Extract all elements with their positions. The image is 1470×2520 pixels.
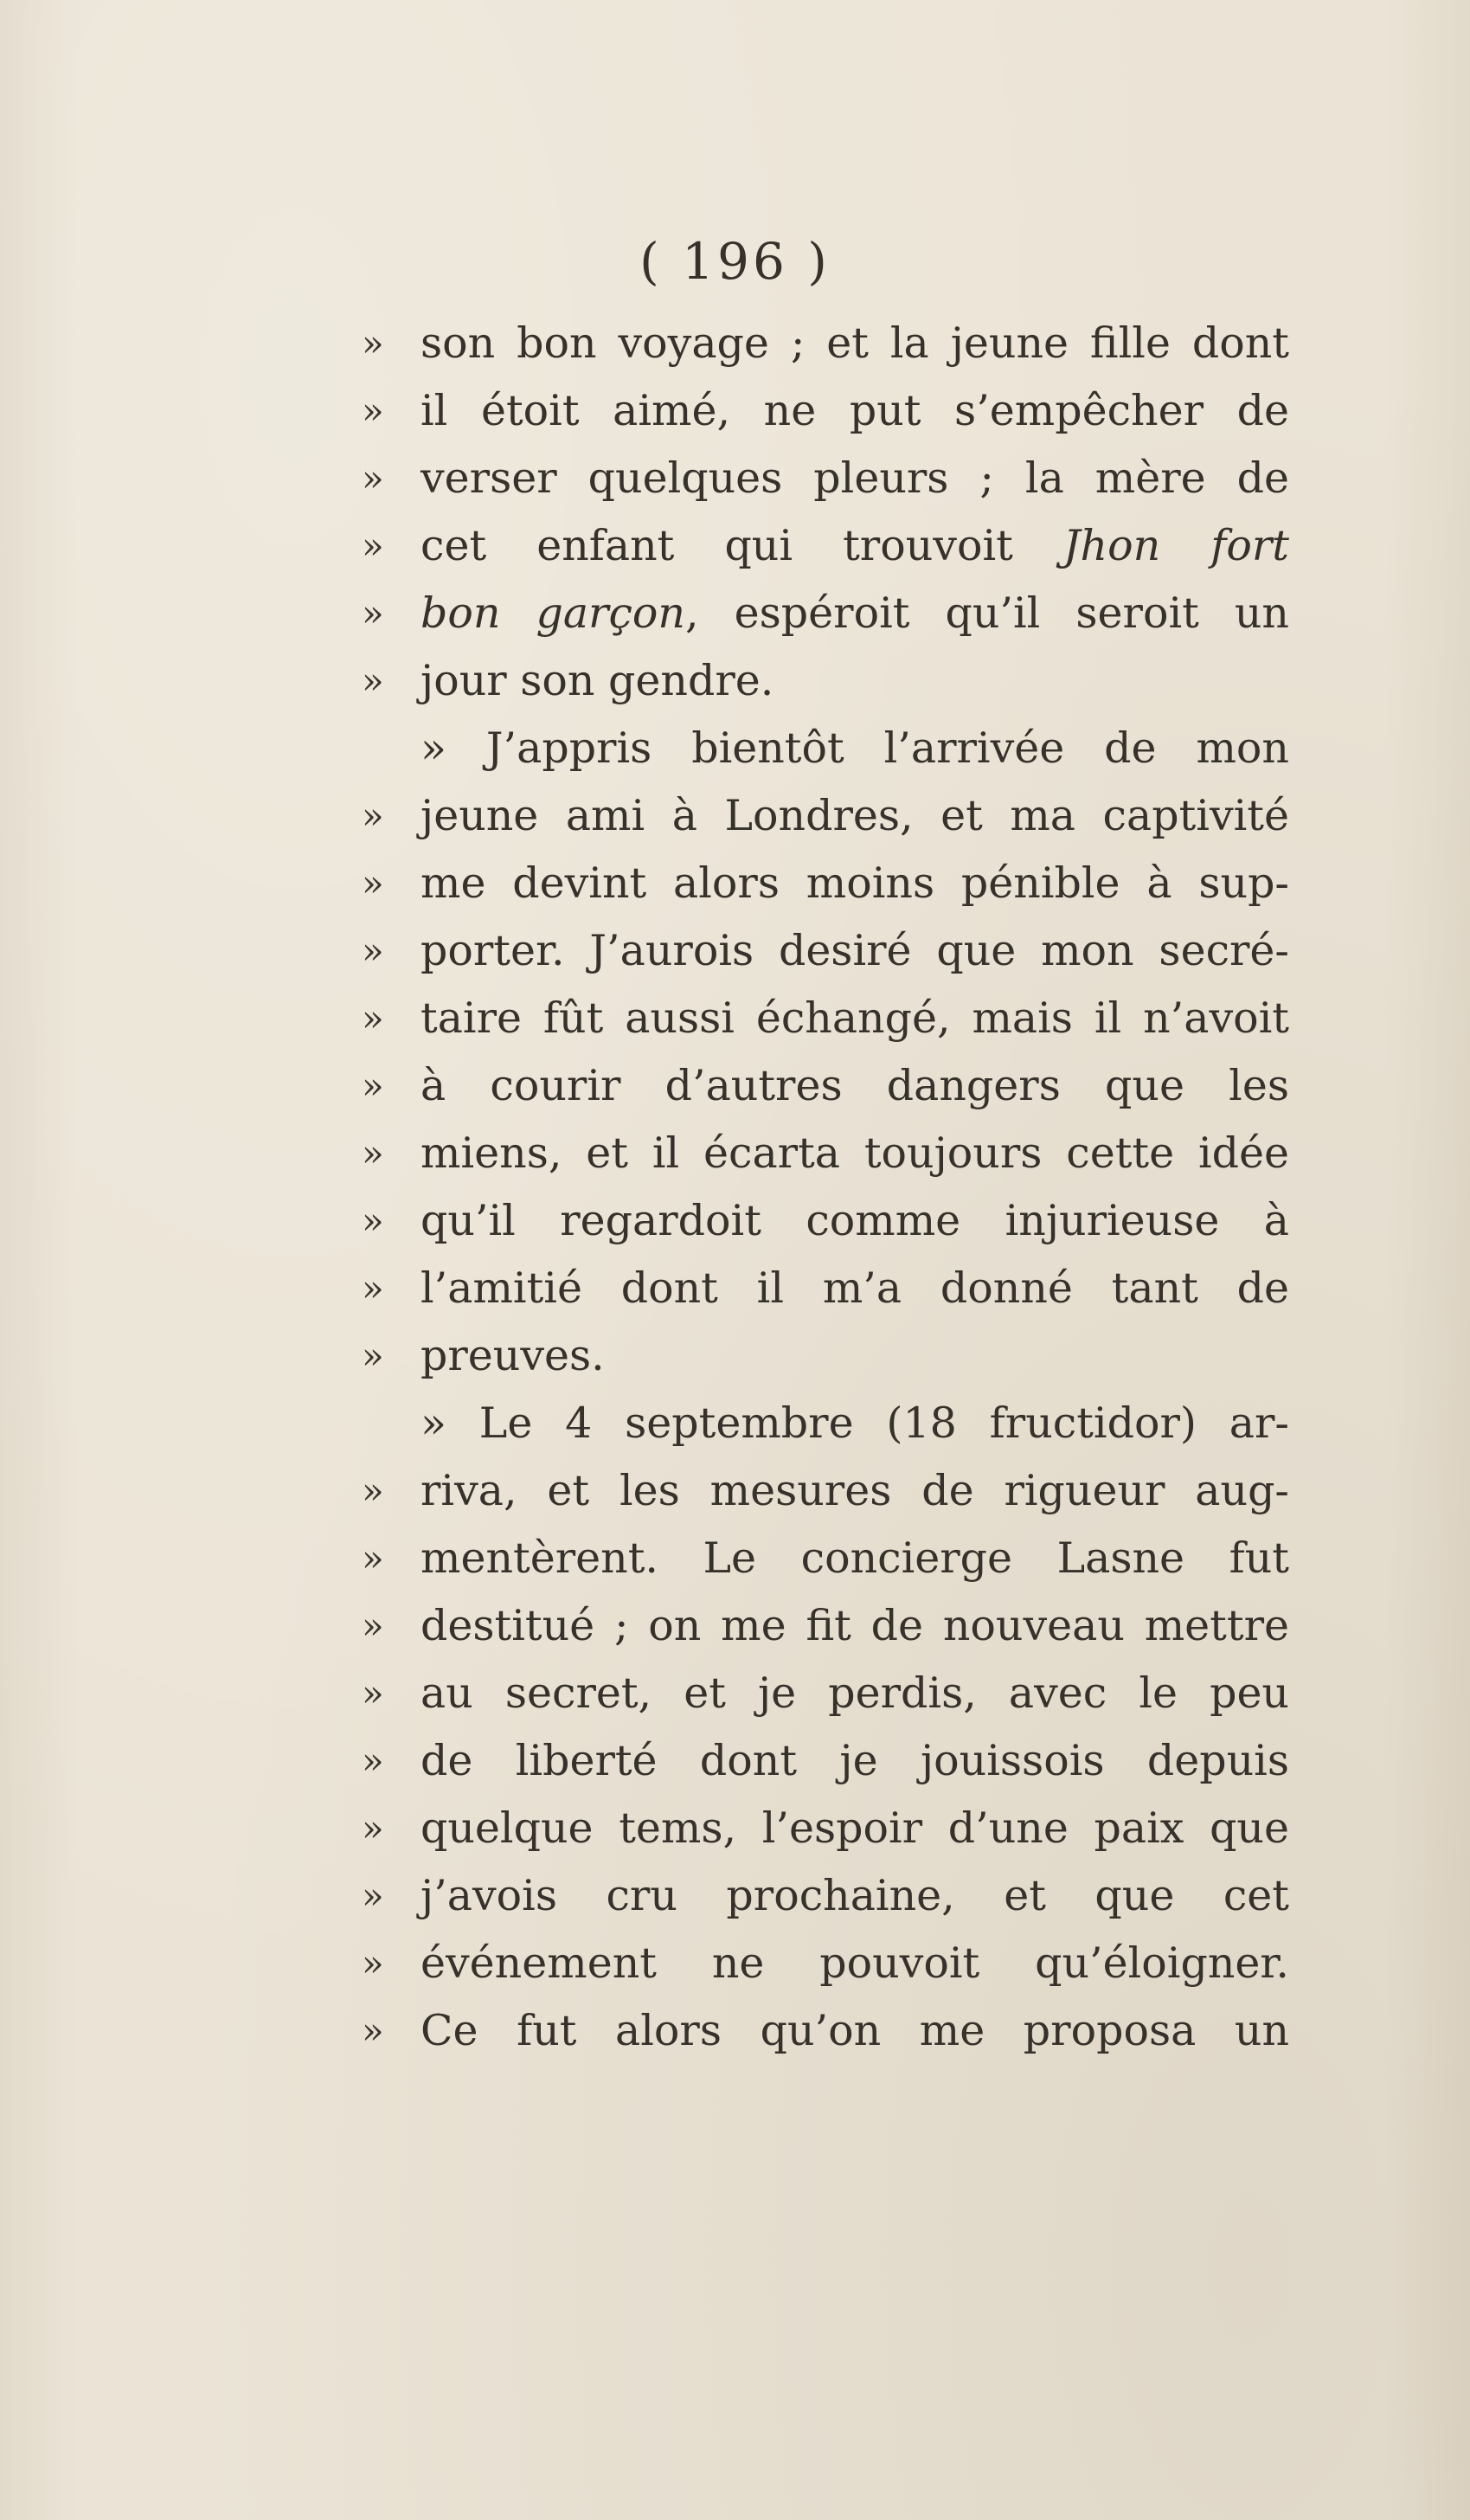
quote-marker: » bbox=[362, 1199, 384, 1242]
line-text-roman: , espéroit qu’il seroit un bbox=[685, 588, 1289, 638]
quote-marker: » bbox=[362, 457, 384, 499]
text-line bbox=[0, 1187, 1470, 1255]
line-text: jeune ami à Londres, et ma captivité bbox=[420, 791, 1289, 840]
quote-marker: » bbox=[362, 1942, 384, 1984]
quote-marker: » bbox=[362, 929, 384, 972]
line-text: qu’il regardoit comme injurieuse à bbox=[420, 1196, 1289, 1245]
quote-marker: » bbox=[362, 2009, 384, 2052]
line-text: à courir d’autres dangers que les bbox=[420, 1061, 1289, 1110]
line-text: Ce fut alors qu’on me proposa un bbox=[420, 2006, 1289, 2055]
line-text: verser quelques pleurs ; la mère de bbox=[420, 453, 1289, 503]
text-line bbox=[0, 1390, 1470, 1457]
quote-marker: » bbox=[362, 1267, 384, 1309]
text-line bbox=[0, 782, 1470, 850]
line-text: au secret, et je perdis, avec le peu bbox=[420, 1668, 1289, 1718]
line-text bbox=[420, 512, 1289, 580]
line-text: destitué ; on me fit de nouveau mettre bbox=[420, 1601, 1289, 1650]
text-line bbox=[0, 1727, 1470, 1795]
text-line bbox=[0, 1457, 1470, 1525]
text-line bbox=[0, 1862, 1470, 1930]
quote-marker: » bbox=[362, 1469, 384, 1512]
text-line bbox=[0, 1930, 1470, 1997]
line-text: son bon voyage ; et la jeune fille dont bbox=[420, 318, 1289, 368]
text-line bbox=[0, 917, 1470, 985]
text-line bbox=[0, 512, 1470, 580]
line-text: il étoit aimé, ne put s’empêcher de bbox=[420, 386, 1289, 435]
text-line bbox=[0, 1525, 1470, 1592]
quote-marker: » bbox=[362, 524, 384, 567]
text-line bbox=[0, 1660, 1470, 1727]
line-text: porter. J’aurois desiré que mon secré- bbox=[420, 926, 1289, 975]
text-line bbox=[0, 850, 1470, 917]
line-text: jour son gendre. bbox=[420, 656, 774, 705]
line-text: » Le 4 septembre (18 fructidor) ar- bbox=[420, 1398, 1289, 1448]
quote-marker: » bbox=[362, 389, 384, 432]
line-text: riva, et les mesures de rigueur aug- bbox=[420, 1466, 1289, 1515]
quote-marker: » bbox=[362, 1604, 384, 1647]
line-text-italic: bon garçon bbox=[420, 588, 685, 638]
quote-marker: » bbox=[362, 997, 384, 1039]
quote-marker: » bbox=[362, 1064, 384, 1107]
text-line bbox=[0, 377, 1470, 445]
text-line bbox=[0, 1795, 1470, 1862]
quote-marker: » bbox=[362, 659, 384, 702]
line-text bbox=[420, 580, 1289, 647]
line-text: mentèrent. Le concierge Lasne fut bbox=[420, 1533, 1289, 1583]
line-text: j’avois cru prochaine, et que cet bbox=[420, 1871, 1289, 1920]
line-text-italic: Jhon fort bbox=[1062, 521, 1289, 570]
quote-marker: » bbox=[362, 862, 384, 904]
line-text: quelque tems, l’espoir d’une paix que bbox=[420, 1803, 1289, 1853]
line-text: preuves. bbox=[420, 1331, 605, 1380]
text-line bbox=[0, 1997, 1470, 2065]
page-number: ( 196 ) bbox=[639, 232, 831, 291]
quote-marker: » bbox=[362, 1807, 384, 1849]
text-line bbox=[0, 310, 1470, 377]
quote-marker: » bbox=[362, 794, 384, 837]
quote-marker: » bbox=[362, 1132, 384, 1174]
line-text: de liberté dont je jouissois depuis bbox=[420, 1736, 1289, 1785]
quote-marker: » bbox=[362, 1672, 384, 1714]
text-line bbox=[0, 1052, 1470, 1120]
quote-marker: » bbox=[362, 322, 384, 364]
text-line bbox=[0, 1255, 1470, 1322]
line-text: événement ne pouvoit qu’éloigner. bbox=[420, 1938, 1289, 1988]
text-line bbox=[0, 715, 1470, 782]
text-line bbox=[0, 647, 1470, 715]
text-line bbox=[0, 580, 1470, 647]
line-text: taire fût aussi échangé, mais il n’avoit bbox=[420, 993, 1289, 1043]
line-text: miens, et il écarta toujours cette idée bbox=[420, 1128, 1289, 1178]
line-text-roman: cet enfant qui trouvoit bbox=[420, 521, 1063, 570]
quote-marker: » bbox=[362, 1334, 384, 1377]
text-line bbox=[0, 1592, 1470, 1660]
text-line bbox=[0, 445, 1470, 512]
text-line bbox=[0, 1120, 1470, 1187]
line-text: me devint alors moins pénible à sup- bbox=[420, 858, 1289, 908]
text-line bbox=[0, 1322, 1470, 1390]
text-line bbox=[0, 985, 1470, 1052]
quote-marker: » bbox=[362, 1739, 384, 1782]
line-text: » J’appris bientôt l’arrivée de mon bbox=[420, 723, 1289, 773]
quote-marker: » bbox=[362, 1874, 384, 1917]
quote-marker: » bbox=[362, 592, 384, 634]
line-text: l’amitié dont il m’a donné tant de bbox=[420, 1263, 1289, 1313]
quote-marker: » bbox=[362, 1537, 384, 1579]
